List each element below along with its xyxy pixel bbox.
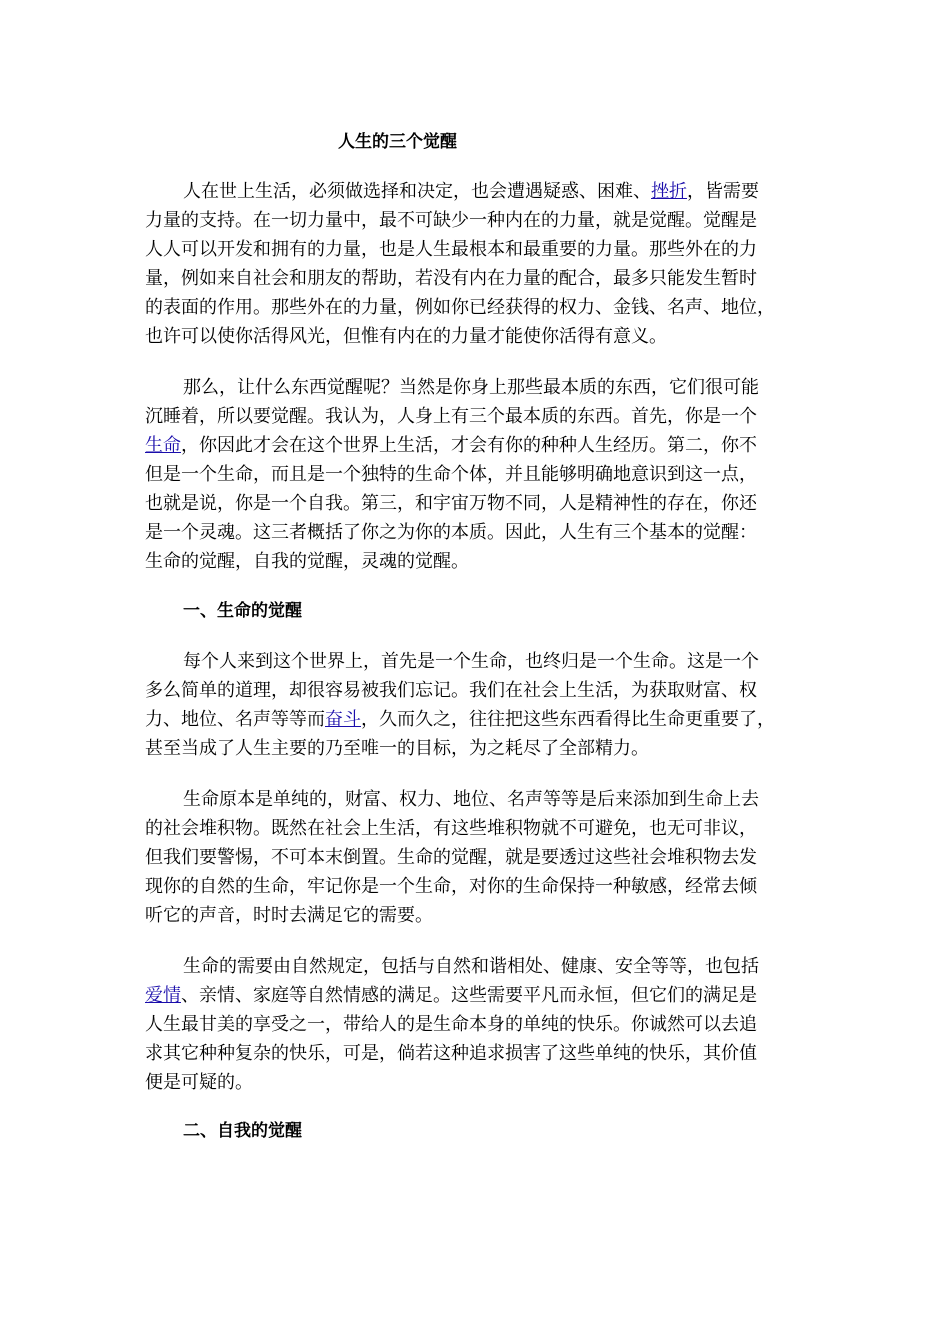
text-line: 力量的支持。在一切力量中，最不可缺少一种内在的力量，就是觉醒。觉醒是 [145,210,757,231]
text-segment: ，你因此才会在这个世界上生活，才会有你的种种人生经历。第二，你不 [181,435,757,456]
text-line: 也许可以使你活得风光，但惟有内在的力量才能使你活得有意义。 [145,326,667,347]
text-line: 求其它种种复杂的快乐，可是，倘若这种追求损害了这些单纯的快乐，其价值 [145,1043,757,1064]
text-segment: 、亲情、家庭等自然情感的满足。这些需要平凡而永恒，但它们的满足是 [181,985,757,1006]
text-line: 是一个灵魂。这三者概括了你之为你的本质。因此，人生有三个基本的觉醒： [145,522,757,543]
text-line [145,705,809,734]
text-segment: 力、地位、名声等等而 [145,709,325,730]
text-line: 也就是说，你是一个自我。第三，和宇宙万物不同，人是精神性的存在，你还 [145,493,757,514]
text-line: 生命原本是单纯的，财富、权力、地位、名声等等是后来添加到生命上去 [183,789,759,810]
text-line: 那么，让什么东西觉醒呢？当然是你身上那些最本质的东西，它们很可能 [183,377,759,398]
text-line: 人生最甘美的享受之一，带给人的是生命本身的单纯的快乐。你诚然可以去追 [145,1014,757,1035]
text-line: 但是一个生命，而且是一个独特的生命个体，并且能够明确地意识到这一点， [145,464,757,485]
text-line: 生命的觉醒，自我的觉醒，灵魂的觉醒。 [145,551,469,572]
section-heading-1: 一、生命的觉醒 [183,601,302,621]
document-title: 人生的三个觉醒 [338,132,457,152]
text-line: 人人可以开发和拥有的力量，也是人生最根本和最重要的力量。那些外在的力 [145,239,757,260]
text-line: 的社会堆积物。既然在社会上生活，有这些堆积物就不可避免，也无可非议， [145,818,757,839]
text-line: 听它的声音，时时去满足它的需要。 [145,905,433,926]
text-line: 便是可疑的。 [145,1072,253,1093]
text-segment: ，久而久之，往往把这些东西看得比生命更重要了， [361,709,775,730]
text-line [145,177,809,206]
paragraph-4 [145,785,809,930]
text-line: 甚至当成了人生主要的乃至唯一的目标，为之耗尽了全部精力。 [145,738,649,759]
text-line: 现你的自然的生命，牢记你是一个生命，对你的生命保持一种敏感，经常去倾 [145,876,757,897]
paragraph-1 [145,177,809,351]
text-line: 量，例如来自社会和朋友的帮助，若没有内在力量的配合，最多只能发生暂时 [145,268,757,289]
text-line: 多么简单的道理，却很容易被我们忘记。我们在社会上生活，为获取财富、权 [145,680,757,701]
paragraph-5 [145,952,809,1097]
link-cuozhe[interactable]: 挫折 [651,181,687,202]
paragraph-2 [145,373,809,576]
text-line [145,981,809,1010]
text-line: 的表面的作用。那些外在的力量，例如你已经获得的权力、金钱、名声、地位， [145,297,775,318]
text-line: 每个人来到这个世界上，首先是一个生命，也终归是一个生命。这是一个 [183,651,759,672]
link-shengming[interactable]: 生命 [145,435,181,456]
text-segment: ，皆需要 [687,181,759,202]
text-segment: 人在世上生活，必须做选择和决定，也会遭遇疑惑、困难、 [183,181,651,202]
text-line: 沉睡着，所以要觉醒。我认为，人身上有三个最本质的东西。首先，你是一个 [145,406,757,427]
text-line: 但我们要警惕，不可本末倒置。生命的觉醒，就是要透过这些社会堆积物去发 [145,847,757,868]
text-line [145,431,809,460]
section-heading-2: 二、自我的觉醒 [183,1121,302,1141]
link-aiqing[interactable]: 爱情 [145,985,181,1006]
paragraph-3 [145,647,809,763]
link-fendou[interactable]: 奋斗 [325,709,361,730]
text-line: 生命的需要由自然规定，包括与自然和谐相处、健康、安全等等，也包括 [183,956,759,977]
